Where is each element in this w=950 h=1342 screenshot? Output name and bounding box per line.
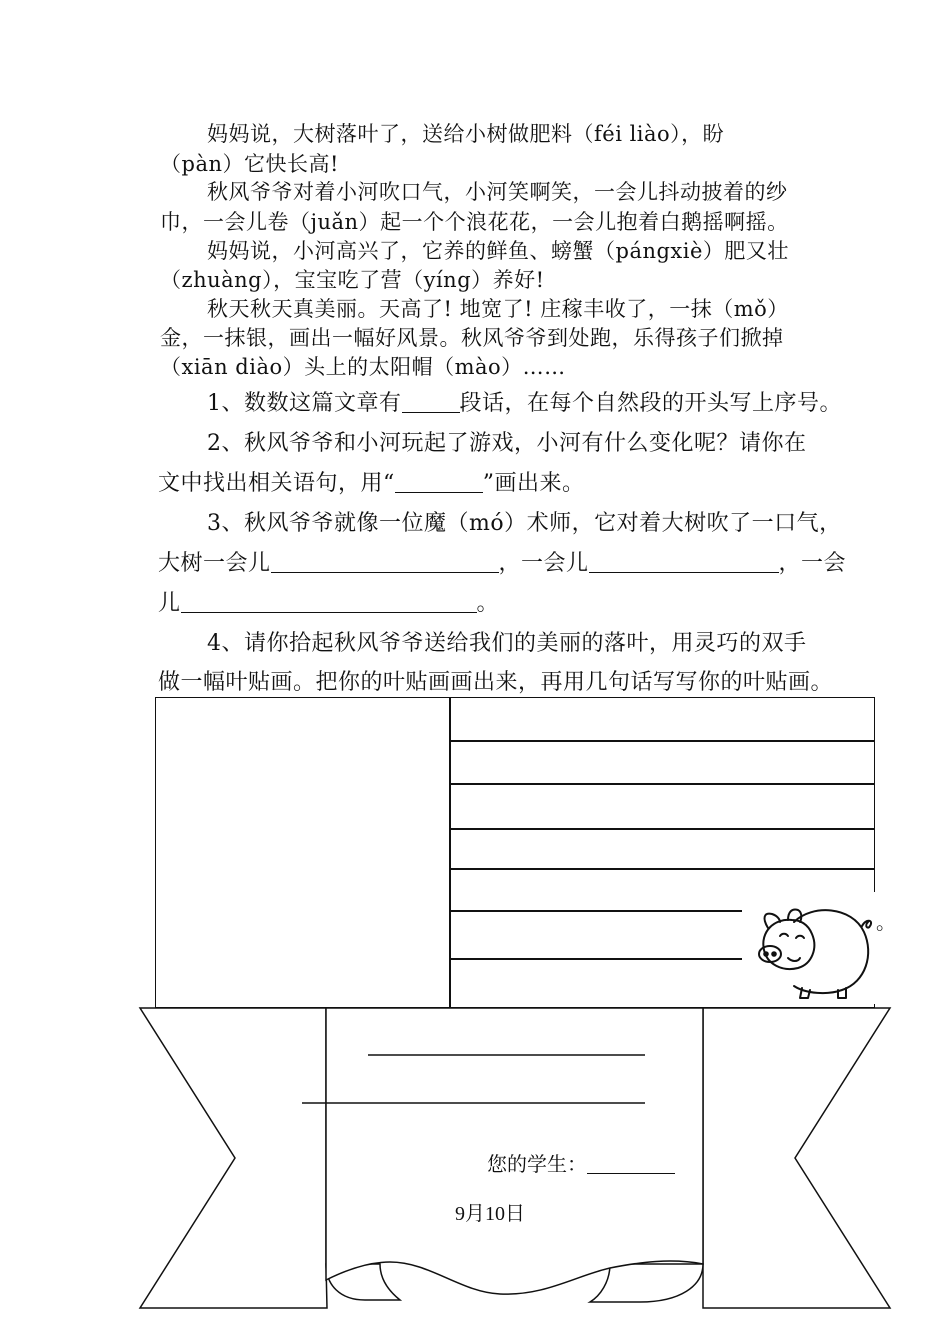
passage-line: 秋风爷爷对着小河吹口气，小河笑啊笑，一会儿抖动披着的纱: [207, 180, 788, 204]
passage-line: 金，一抹银，画出一幅好风景。秋风爷爷到处跑，乐得孩子们掀掉: [160, 326, 784, 350]
passage-line: （pàn）它快长高!: [160, 152, 339, 176]
question-4-line-2: 做一幅叶贴画。把你的叶贴画画出来，再用几句话写写你的叶贴画。: [158, 670, 834, 695]
signature-blank[interactable]: [587, 1153, 675, 1174]
question-3-line-3: 儿 。: [158, 591, 500, 616]
passage-line: 秋天秋天真美丽。天高了! 地宽了! 庄稼丰收了，一抹（mǒ）: [207, 297, 789, 321]
question-3-line-1: 3、秋风爷爷就像一位魔（mó）术师，它对着大树吹了一口气，: [207, 511, 842, 536]
question-2-line-2: 文中找出相关语句，用“ ”画出来。: [158, 471, 585, 496]
date-text: 9月10日: [455, 1203, 525, 1225]
stray-mark: 。: [876, 910, 896, 934]
passage-line: 妈妈说，小河高兴了，它养的鲜鱼、螃蟹（pángxiè）肥又壮: [207, 239, 789, 263]
passage-line: （xiān diào）头上的太阳帽（mào）……: [160, 355, 566, 379]
passage-line: 巾，一会儿卷（juǎn）起一个个浪花花，一会儿抱着白鹅摇啊摇。: [160, 210, 789, 234]
question-2-line-1: 2、秋风爷爷和小河玩起了游戏，小河有什么变化呢？请你在: [207, 431, 807, 456]
signature-line: 您的学生：: [487, 1148, 675, 1177]
question-3-line-2: 大树一会儿 ，一会儿 ，一会: [158, 551, 847, 576]
passage-line: （zhuàng），宝宝吃了营（yíng）养好!: [160, 268, 545, 292]
question-1: 1、数数这篇文章有 段话，在每个自然段的开头写上序号。: [207, 391, 843, 416]
question-4-line-1: 4、请你拾起秋风爷爷送给我们的美丽的落叶，用灵巧的双手: [207, 631, 807, 656]
passage-line: 妈妈说，大树落叶了，送给小树做肥料（féi liào），盼: [207, 122, 725, 146]
